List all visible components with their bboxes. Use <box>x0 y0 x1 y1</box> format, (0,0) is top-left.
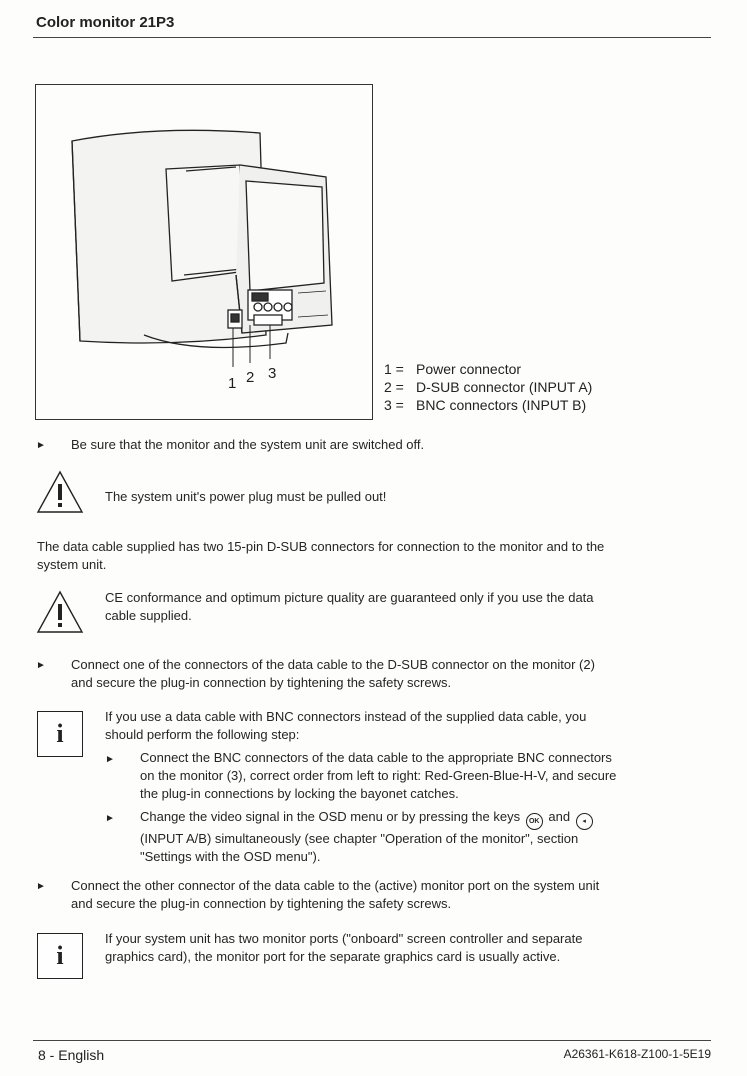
info-icon: i <box>37 933 83 979</box>
data-cable-paragraph: The data cable supplied has two 15-pin D-SUB connectors for connection to the monitor and to the system unit. <box>37 539 605 572</box>
ok-key-icon: OK <box>526 813 543 830</box>
callout-2: 2 <box>246 369 255 386</box>
info-2-text: If your system unit has two monitor ports ("onboard" screen controller and separate graphics card), the monitor port for the separate graphics card is usually active. <box>105 931 583 964</box>
footer-rule <box>33 1040 711 1041</box>
info-1-substep-1: Connect the BNC connectors of the data cable to the appropriate BNC connectors on the monitor (3), correct order from left to right: Red-Green-Blue-H-V, and secure the plug-in connections by locking the bayonet catches. <box>140 750 617 801</box>
warning-1-text: The system unit's power plug must be pulled out! <box>105 489 387 504</box>
info-icon: i <box>37 711 83 757</box>
step-3-text: Connect the other connector of the data cable to the (active) monitor port on the system unit and secure the plug-in connection by tightening the safety screws. <box>71 878 600 911</box>
substep-arrow-icon: ► <box>105 813 115 824</box>
info-1-substep-2: Change the video signal in the OSD menu or by pressing the keys OK and ◂ (INPUT A/B) simultaneously (see chapter "Operation of the monitor", section "Settings with the OSD menu"). <box>140 808 710 866</box>
footer-doc-number: A26361-K618-Z100-1-5E19 <box>563 1047 711 1061</box>
warning-triangle-icon <box>36 590 84 634</box>
monitor-rear-illustration <box>36 85 372 419</box>
page-header-title: Color monitor 21P3 <box>36 14 175 31</box>
step-1-text: Be sure that the monitor and the system unit are switched off. <box>71 437 425 452</box>
legend-item: 1 = Power connector <box>384 361 522 377</box>
left-key-icon: ◂ <box>576 813 593 830</box>
figure-legend <box>384 360 592 414</box>
step-arrow-icon: ► <box>36 440 46 451</box>
warning-triangle-icon <box>36 470 84 514</box>
info-1-text: If you use a data cable with BNC connectors instead of the supplied data cable, you should perform the following step: <box>105 709 587 742</box>
step-arrow-icon: ► <box>36 660 46 671</box>
header-rule <box>33 37 711 38</box>
legend-item: 3 = BNC connectors (INPUT B) <box>384 397 587 413</box>
legend-item: 2 = D-SUB connector (INPUT A) <box>384 379 593 395</box>
footer-page-number: 8 - English <box>38 1047 105 1063</box>
substep-arrow-icon: ► <box>105 754 115 765</box>
callout-1: 1 <box>228 375 237 392</box>
monitor-rear-figure <box>35 84 373 420</box>
callout-3: 3 <box>268 365 277 382</box>
step-arrow-icon: ► <box>36 881 46 892</box>
step-2-text: Connect one of the connectors of the data cable to the D-SUB connector on the monitor (2) and secure the plug-in connection by tightening the safety screws. <box>71 657 595 690</box>
warning-2-text: CE conformance and optimum picture quality are guaranteed only if you use the data cable supplied. <box>105 590 594 623</box>
